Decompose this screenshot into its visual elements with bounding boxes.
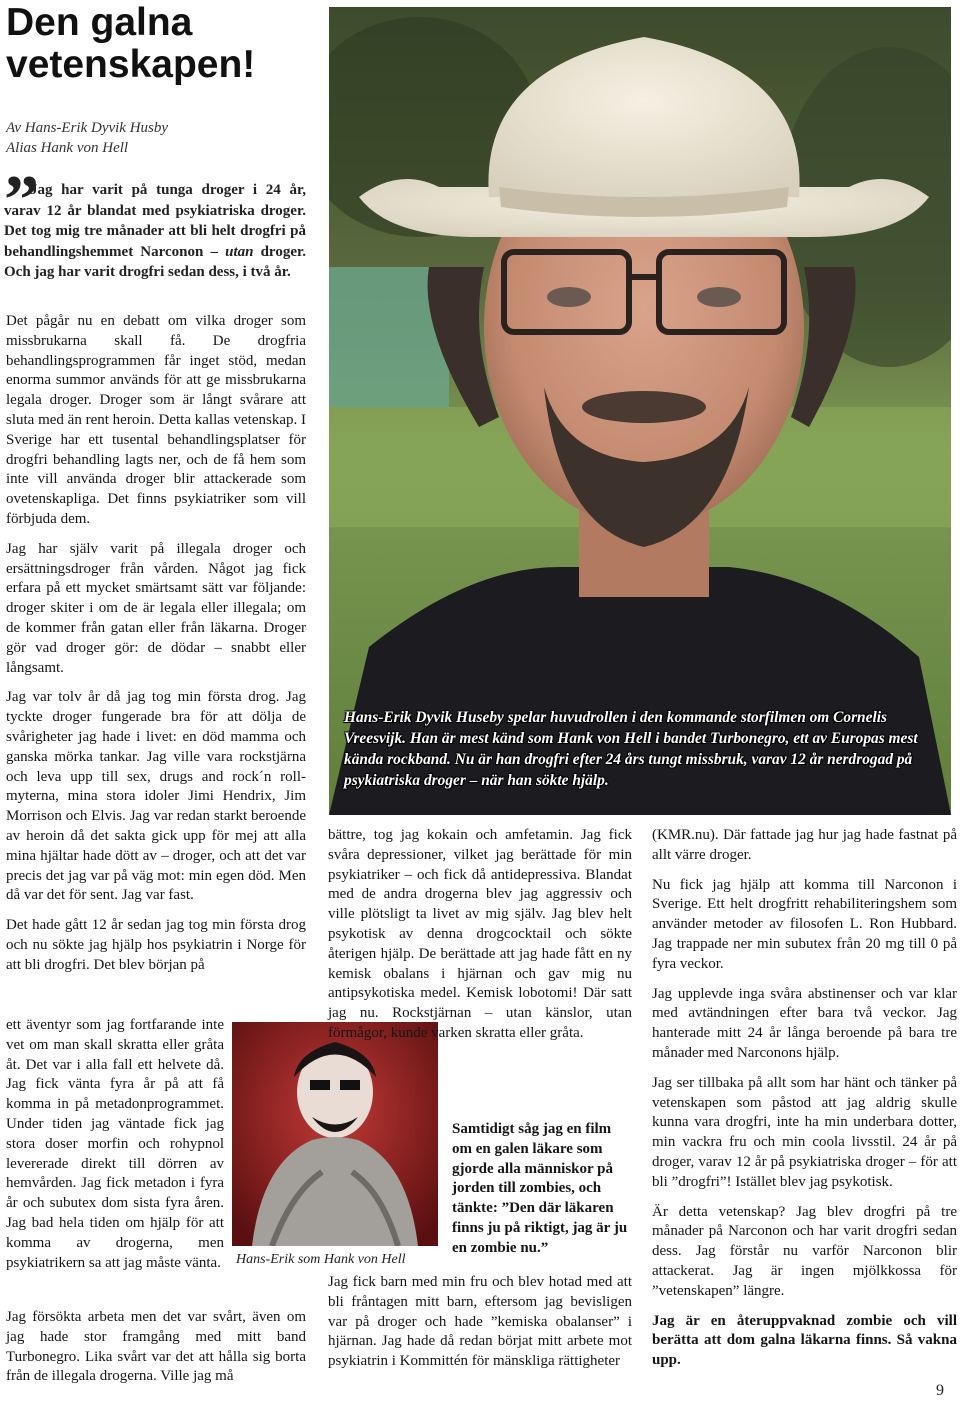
byline-author: Av Hans-Erik Dyvik Husby xyxy=(6,120,169,136)
column-1-wrap xyxy=(6,1016,224,1283)
page-number: 9 xyxy=(936,1382,944,1399)
inset-photo xyxy=(232,1022,438,1246)
byline-alias: Alias Hank von Hell xyxy=(6,140,129,156)
paragraph: Jag har själv varit på illegala droger och ersättningsdroger från vården. Något jag fick erfara på ett mycket smärtsamt sätt var följande: droger skiter i om de är legala eller illegala; om de kommer från gatan eller från läkarna. Droger gör vad droger gör: de dödar – snabbt eller långsamt. xyxy=(6,540,306,676)
paragraph: Jag ser tillbaka på allt som har hänt och tänker på vetenskapen som påstod att jag aldrig skulle kunna vara drogfri, inte ha min underbara dotter, min vackra fru och min coola livsstil. 24 år på droger, varav 12 år på psykiatriska droger – för att bli ”drogfri”! Istället blev jag psykotisk. xyxy=(652,1074,957,1190)
paragraph: Det hade gått 12 år sedan jag tog min första drog och nu sökte jag hjälp hos psykiatrin i Norge för att bli drogfri. Det blev början på xyxy=(6,917,306,973)
paragraph: Jag var tolv år då jag tog min första drog. Jag tyckte droger fungerade bra för att dölja de svårigheter jag hade i livet: en död mamma och ganska mörka tankar. Jag ville vara rockstjärna och leva upp till sex, drugs and rock´n roll-myterna, mina stora idoler Jimi Hendrix, Jim Morrison och Elvis. Jag var redan starkt beroende av heroin då det sakta gick upp för mej att alla mina hjältar hade dött av – droger, och att det var precis det jag var på väg mot: min egen död. Men då var det för sent. Jag var fast. xyxy=(6,689,306,904)
article-title: Den galna vetenskapen! xyxy=(6,1,256,86)
paragraph: Jag försökta arbeta men det var svårt, även om jag hade stor framgång med mitt band Turbonegro. Lika svårt var det att hålla sig borta från de illegala drogerna. Ville jag må xyxy=(6,1309,306,1385)
column-2-top xyxy=(328,826,632,1054)
closing-paragraph: Jag är en återuppvaknad zombie och vill berätta att dom galna läkarna finns. Så vakna upp. xyxy=(652,1312,957,1369)
column-1-top xyxy=(6,312,306,986)
paragraph: Är detta vetenskap? Jag blev drogfri på tre månader på Narconon och har varit drogfri sedan dess. Jag förstår nu varför Narconon blir attackerat. Jag är ingen mjölkkossa för ”vetenskapen” längre. xyxy=(652,1203,957,1299)
hank-von-hell-illustration xyxy=(232,1022,438,1246)
paragraph: bättre, tog jag kokain och amfetamin. Jag fick svåra depressioner, vilket jag berättade för min psykiatriker – och fick då antidepressiva. Blandat med de andra drogerna blev jag aggressiv och ville plötsligt ta livet av mig själv. Jag blev helt psykotisk av denna drogcocktail och sökte återigen hjälp. De berättade att jag hade fått en ny kemisk obalans i hjärnan och gav mig nu antipsykotiska medel. Kemisk lobotomi! Där satt jag nu. Rockstjärnan – utan känslor, utan förmågor, kunde varken skratta eller gråta. xyxy=(328,827,632,1041)
column-2-bottom xyxy=(328,1273,632,1382)
paragraph: Det pågår nu en debatt om vilka droger som missbrukarna skall få. De drogfria behandlingsprogrammen får inget stöd, medan enorma summor används för att ge missbrukarna legala droger. Droger som är långt svårare att sluta med än rent heroin. Detta kallas vetenskap. I Sverige har ett tusental behandlingsplatser för drogfri behandling lagts ner, och de få hem som inte vill använda droger blir attackerade som ovetenskapliga. Det finns psykiatriker som vill förbjuda dem. xyxy=(6,313,306,527)
photo-caption: Hans-Erik Dyvik Huseby spelar huvudrollen i den kommande storfilmen om Cornelis Vreesvijk. Han är mest känd som Hank von Hell i bandet Turbonegro, ett av Europas mest kända rockband. Nu är han drogfri efter 24 års tungt missbruk, varav 12 år nerdrogad på psykiatriska droger – när han sökte hjälp. xyxy=(344,709,918,789)
paragraph: (KMR.nu). Där fattade jag hur jag hade fastnat på allt värre droger. xyxy=(652,827,957,863)
paragraph: Nu fick jag hjälp att komma till Narconon i Sverige. Ett helt drogfritt rehabiliteringshem som använder metoder av filosofen L. Ron Hubbard. Jag trappade ner min subutex från 20 mg till 0 på fyra veckor. xyxy=(652,876,957,972)
paragraph: ett äventyr som jag fortfarande inte vet om man skall skratta eller gråta åt. Det var i alla fall ett helvete då. Jag fick vänta fyra år på att få komma in på metadonprogrammet. Under tiden jag väntade fick jag stora doser morfin och rohypnol levererade direkt till dörren av hemvården. Jag fick metadon i fyra år och subutex dom sista fyra åren. Jag bad hela tiden om hjälp för att komma av drogerna, men psykiatrikern sa att jag måste vänta. xyxy=(6,1017,224,1271)
column-2-highlight xyxy=(452,1120,632,1269)
lead-quote xyxy=(4,180,306,283)
paragraph: Jag upplevde inga svåra abstinenser och var klar med avtändningen efter bara två veckor. Jag hanterade mitt 24 år långa beroende på bara tre månader med Narconons hjälp. xyxy=(652,985,957,1061)
column-1-bottom xyxy=(6,1308,306,1397)
inset-caption: Hans-Erik som Hank von Hell xyxy=(236,1252,406,1267)
portrait-photo xyxy=(329,7,951,815)
highlight-paragraph: Samtidigt såg jag en film om en galen läkare som gjorde alla människor på jorden till zombies, och tänkte: ”Den där läkaren finns ju på riktigt, jag är ju en zombie nu.” xyxy=(452,1121,628,1256)
paragraph: Jag fick barn med min fru och blev hotad med att bli fråntagen mitt barn, eftersom jag bevisligen var på droger och hade ”kemiska obalanser” i hjärnan. Jag hade då redan börjat mitt arbete mot psykiatrin i Kommittén för mänskliga rättigheter xyxy=(328,1274,632,1370)
lead-text-2: droger. Och jag har varit drogfri sedan dess, i två år. xyxy=(4,243,307,281)
column-3 xyxy=(652,826,957,1381)
lead-text-1: Jag har varit på tunga droger i 24 år, varav 12 år blandat med psykiatriska droger. Det tog mig tre månader att bli helt drogfri på behandlingshemmet Narconon – xyxy=(4,182,306,260)
byline xyxy=(6,118,306,158)
quote-mark-icon: ” xyxy=(4,162,39,239)
portrait-illustration xyxy=(329,7,951,815)
lead-text-utan: utan xyxy=(225,243,254,260)
